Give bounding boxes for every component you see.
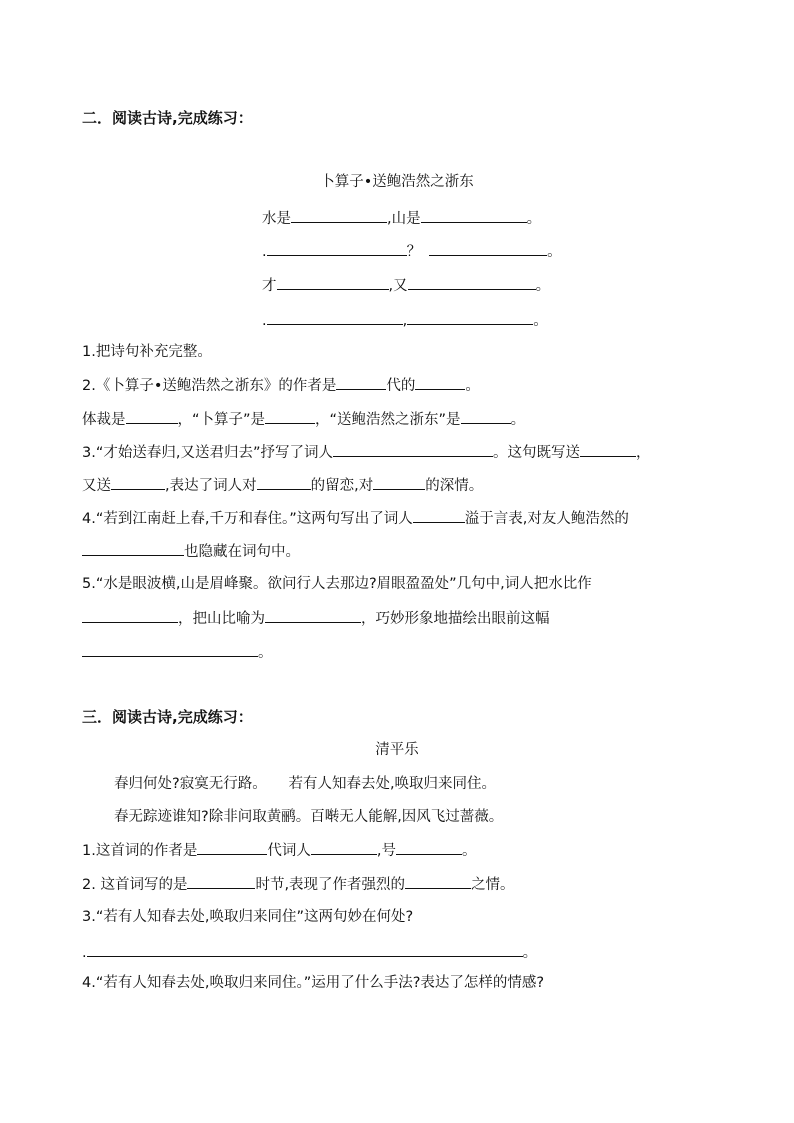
poem-text: 。	[547, 244, 562, 260]
fill-blank[interactable]	[461, 409, 511, 424]
question-text: 体裁是	[82, 412, 126, 428]
question-text: 又送	[82, 478, 111, 494]
question-text: 的留恋,对	[310, 478, 374, 494]
fill-blank[interactable]	[311, 840, 377, 855]
poem-line-1: 春归何处?寂寞无行路。 若有人知春去处,唤取归来同住。	[114, 776, 497, 792]
section2-heading: 二．阅读古诗,完成练习：	[82, 109, 253, 127]
question-text: 溢于言表,对友人鲍浩然的	[464, 511, 629, 527]
question-text: 之情。	[471, 877, 515, 893]
poem-title-qingpingyue	[0, 740, 794, 760]
question-text: 也隐藏在词句中。	[184, 544, 300, 560]
question-text: ，把山比喻为	[178, 611, 265, 627]
poem-line-4	[262, 310, 548, 331]
poem-title-busuanzi	[0, 172, 794, 192]
poem-text: .	[262, 244, 267, 260]
question-text: 。	[465, 378, 480, 394]
poem-line-2	[262, 241, 562, 262]
poem-text: ,山是	[387, 211, 421, 227]
question-text: ，	[635, 445, 651, 461]
question-text: 4.“若到江南赶上春,千万和春住。”这两句写出了词人	[82, 511, 413, 527]
question-2	[82, 375, 480, 396]
fill-blank[interactable]	[373, 475, 425, 490]
question-4: 4.“若有人知春去处,唤取归来同住。”运用了什么手法?表达了怎样的情感?	[82, 975, 545, 991]
question-3-line-2	[82, 475, 483, 496]
question-text: 。	[522, 945, 538, 961]
fill-blank[interactable]	[291, 208, 387, 223]
fill-blank[interactable]	[82, 642, 258, 657]
question-text: ，巧妙形象地描绘出眼前这幅	[361, 611, 550, 627]
poem-line-1	[262, 208, 541, 229]
question-text: 。	[258, 645, 273, 661]
fill-blank[interactable]	[82, 541, 184, 556]
question-1: 1.把诗句补充完整。	[82, 344, 212, 360]
question-3	[82, 442, 650, 463]
fill-blank[interactable]	[333, 442, 493, 457]
poem-line-2: 春无踪迹谁知?除非问取黄鹂。百啭无人能解,因风飞过蔷薇。	[114, 809, 504, 825]
poem-text: 。	[533, 313, 548, 329]
question-4-line-2	[82, 541, 300, 562]
question-text: .	[82, 945, 87, 961]
poem-text: 。	[535, 278, 551, 294]
fill-blank[interactable]	[265, 608, 361, 623]
fill-blank[interactable]	[111, 475, 165, 490]
question-text: 。这句既写送	[492, 445, 580, 461]
question-4	[82, 508, 629, 529]
poem-text: ？	[406, 244, 422, 260]
question-text: ,号	[376, 843, 396, 859]
question-5-line-3	[82, 642, 273, 663]
fill-blank[interactable]	[277, 275, 389, 290]
poem-line-3	[262, 275, 550, 296]
poem-text: 才	[262, 278, 277, 294]
question-text: 时节,表现了作者强烈的	[255, 877, 406, 893]
question-text: 的深情。	[425, 478, 484, 494]
fill-blank[interactable]	[187, 874, 255, 889]
fill-blank[interactable]	[267, 310, 403, 325]
fill-blank[interactable]	[396, 840, 462, 855]
fill-blank[interactable]	[197, 840, 267, 855]
poem-text: ,又	[388, 278, 408, 294]
fill-blank[interactable]	[413, 508, 465, 523]
fill-blank[interactable]	[408, 275, 536, 290]
question-3: 3.“若有人知春去处,唤取归来同住”这两句妙在何处?	[82, 909, 414, 925]
fill-blank[interactable]	[267, 241, 407, 256]
question-2	[82, 874, 515, 895]
fill-blank[interactable]	[336, 375, 386, 390]
fill-blank[interactable]	[82, 608, 178, 623]
question-1	[82, 840, 476, 861]
fill-blank[interactable]	[405, 874, 471, 889]
question-text: 2.《卜算子•送鲍浩然之浙东》的作者是	[82, 378, 337, 394]
section3-heading: 三．阅读古诗,完成练习：	[82, 708, 253, 726]
fill-blank[interactable]	[257, 475, 311, 490]
question-text: 。	[461, 843, 477, 859]
poem-text: ,	[402, 313, 408, 329]
question-text: 。	[510, 412, 526, 428]
question-5-line-2	[82, 608, 550, 629]
poem-text: 水是	[262, 211, 291, 227]
question-text: 1.这首词的作者是	[82, 843, 198, 859]
fill-blank[interactable]	[87, 942, 523, 957]
poem-text: 。	[526, 211, 542, 227]
fill-blank[interactable]	[126, 409, 178, 424]
fill-blank[interactable]	[265, 409, 315, 424]
poem-title-text: 卜算子•送鲍浩然之浙东	[320, 174, 474, 190]
fill-blank[interactable]	[407, 310, 533, 325]
question-text: 3.“才始送春归,又送君归去”抒写了词人	[82, 445, 333, 461]
question-text: 2. 这首词写的是	[82, 877, 188, 893]
poem-text: .	[262, 313, 267, 329]
question-5: 5.“水是眼波横,山是眉峰聚。欲问行人去那边?眉眼盈盈处”几句中,词人把水比作	[82, 576, 592, 592]
poem-title-text: 清平乐	[375, 742, 419, 758]
fill-blank[interactable]	[429, 241, 547, 256]
question-text: ，“送鲍浩然之浙东”是	[315, 412, 461, 428]
fill-blank[interactable]	[421, 208, 527, 223]
question-text: ,表达了词人对	[165, 478, 257, 494]
question-2-line-2	[82, 409, 525, 430]
question-3-answer-line	[82, 942, 537, 963]
question-text: ，“卜算子”是	[177, 412, 266, 428]
question-text: 代的	[386, 378, 416, 394]
fill-blank[interactable]	[415, 375, 465, 390]
fill-blank[interactable]	[580, 442, 636, 457]
question-text: 代词人	[267, 843, 311, 859]
